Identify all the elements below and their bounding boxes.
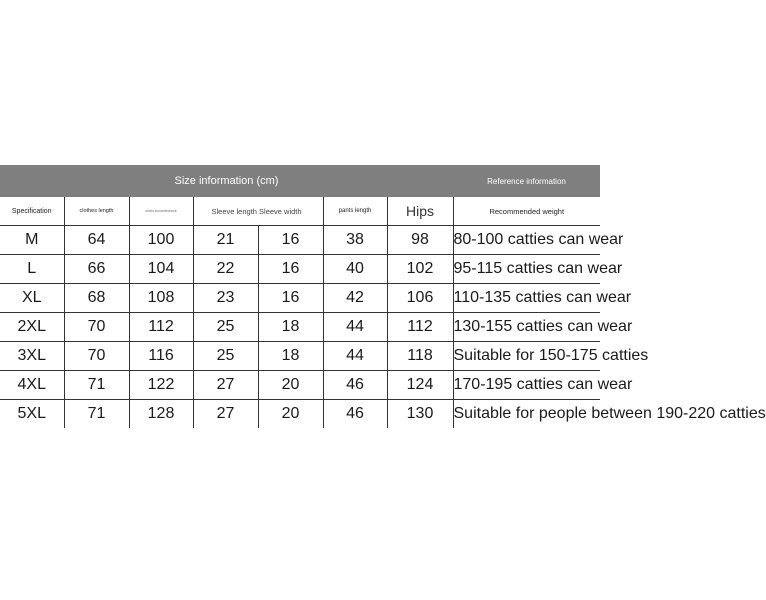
col-clothes-length: clothes length (64, 197, 129, 226)
cell-hips: 124 (387, 371, 453, 400)
cell-hips: 130 (387, 400, 453, 429)
cell-chest: 122 (129, 371, 193, 400)
cell-weight: 170-195 catties can wear (453, 371, 600, 400)
cell-weight: Suitable for people between 190-220 catties (453, 400, 600, 429)
cell-pants-length: 46 (323, 400, 387, 429)
cell-sleeve-width: 18 (258, 342, 323, 371)
cell-sleeve-length: 23 (193, 284, 258, 313)
size-information-title: Size information (cm) (174, 175, 279, 187)
reference-information-title: Reference information (487, 176, 566, 186)
cell-size: 3XL (0, 342, 64, 371)
cell-size: L (0, 255, 64, 284)
cell-chest: 112 (129, 313, 193, 342)
cell-size: XL (0, 284, 64, 313)
cell-chest: 100 (129, 226, 193, 255)
cell-sleeve-length: 21 (193, 226, 258, 255)
cell-chest: 108 (129, 284, 193, 313)
cell-weight: 110-135 catties can wear (453, 284, 600, 313)
cell-size: 5XL (0, 400, 64, 429)
cell-clothes-length: 71 (64, 371, 129, 400)
col-pants-length: pants length (323, 197, 387, 226)
cell-size: 4XL (0, 371, 64, 400)
table-row (0, 313, 600, 342)
table-row (0, 371, 600, 400)
cell-hips: 118 (387, 342, 453, 371)
size-chart-header (0, 165, 600, 197)
col-recommended-weight: Recommended weight (453, 197, 600, 226)
cell-weight: 130-155 catties can wear (453, 313, 600, 342)
cell-sleeve-length: 27 (193, 400, 258, 429)
size-chart (0, 165, 766, 428)
table-row (0, 400, 600, 429)
cell-pants-length: 46 (323, 371, 387, 400)
col-chest-circumference: chest circumference (129, 197, 193, 226)
cell-clothes-length: 64 (64, 226, 129, 255)
cell-sleeve-width: 20 (258, 400, 323, 429)
cell-pants-length: 44 (323, 342, 387, 371)
cell-sleeve-width: 20 (258, 371, 323, 400)
cell-hips: 102 (387, 255, 453, 284)
cell-clothes-length: 66 (64, 255, 129, 284)
column-header-row (0, 197, 600, 226)
table-row (0, 284, 600, 313)
cell-weight: Suitable for 150-175 catties (453, 342, 600, 371)
size-table (0, 197, 766, 428)
table-row (0, 342, 600, 371)
cell-pants-length: 40 (323, 255, 387, 284)
cell-clothes-length: 70 (64, 313, 129, 342)
table-row (0, 255, 600, 284)
cell-weight: 80-100 catties can wear (453, 226, 600, 255)
cell-clothes-length: 71 (64, 400, 129, 429)
cell-sleeve-length: 25 (193, 342, 258, 371)
cell-sleeve-width: 16 (258, 284, 323, 313)
cell-chest: 116 (129, 342, 193, 371)
cell-hips: 98 (387, 226, 453, 255)
cell-sleeve-width: 18 (258, 313, 323, 342)
cell-sleeve-length: 25 (193, 313, 258, 342)
cell-size: M (0, 226, 64, 255)
cell-chest: 128 (129, 400, 193, 429)
cell-pants-length: 38 (323, 226, 387, 255)
table-row (0, 226, 600, 255)
cell-sleeve-length: 27 (193, 371, 258, 400)
cell-clothes-length: 68 (64, 284, 129, 313)
col-hips: Hips (387, 197, 453, 226)
cell-weight: 95-115 catties can wear (453, 255, 600, 284)
cell-sleeve-width: 16 (258, 255, 323, 284)
cell-hips: 106 (387, 284, 453, 313)
cell-chest: 104 (129, 255, 193, 284)
cell-sleeve-length: 22 (193, 255, 258, 284)
col-specification: Specification (0, 197, 64, 226)
cell-size: 2XL (0, 313, 64, 342)
cell-pants-length: 42 (323, 284, 387, 313)
cell-clothes-length: 70 (64, 342, 129, 371)
col-sleeve: Sleeve length Sleeve width (193, 197, 323, 226)
cell-pants-length: 44 (323, 313, 387, 342)
cell-hips: 112 (387, 313, 453, 342)
cell-sleeve-width: 16 (258, 226, 323, 255)
